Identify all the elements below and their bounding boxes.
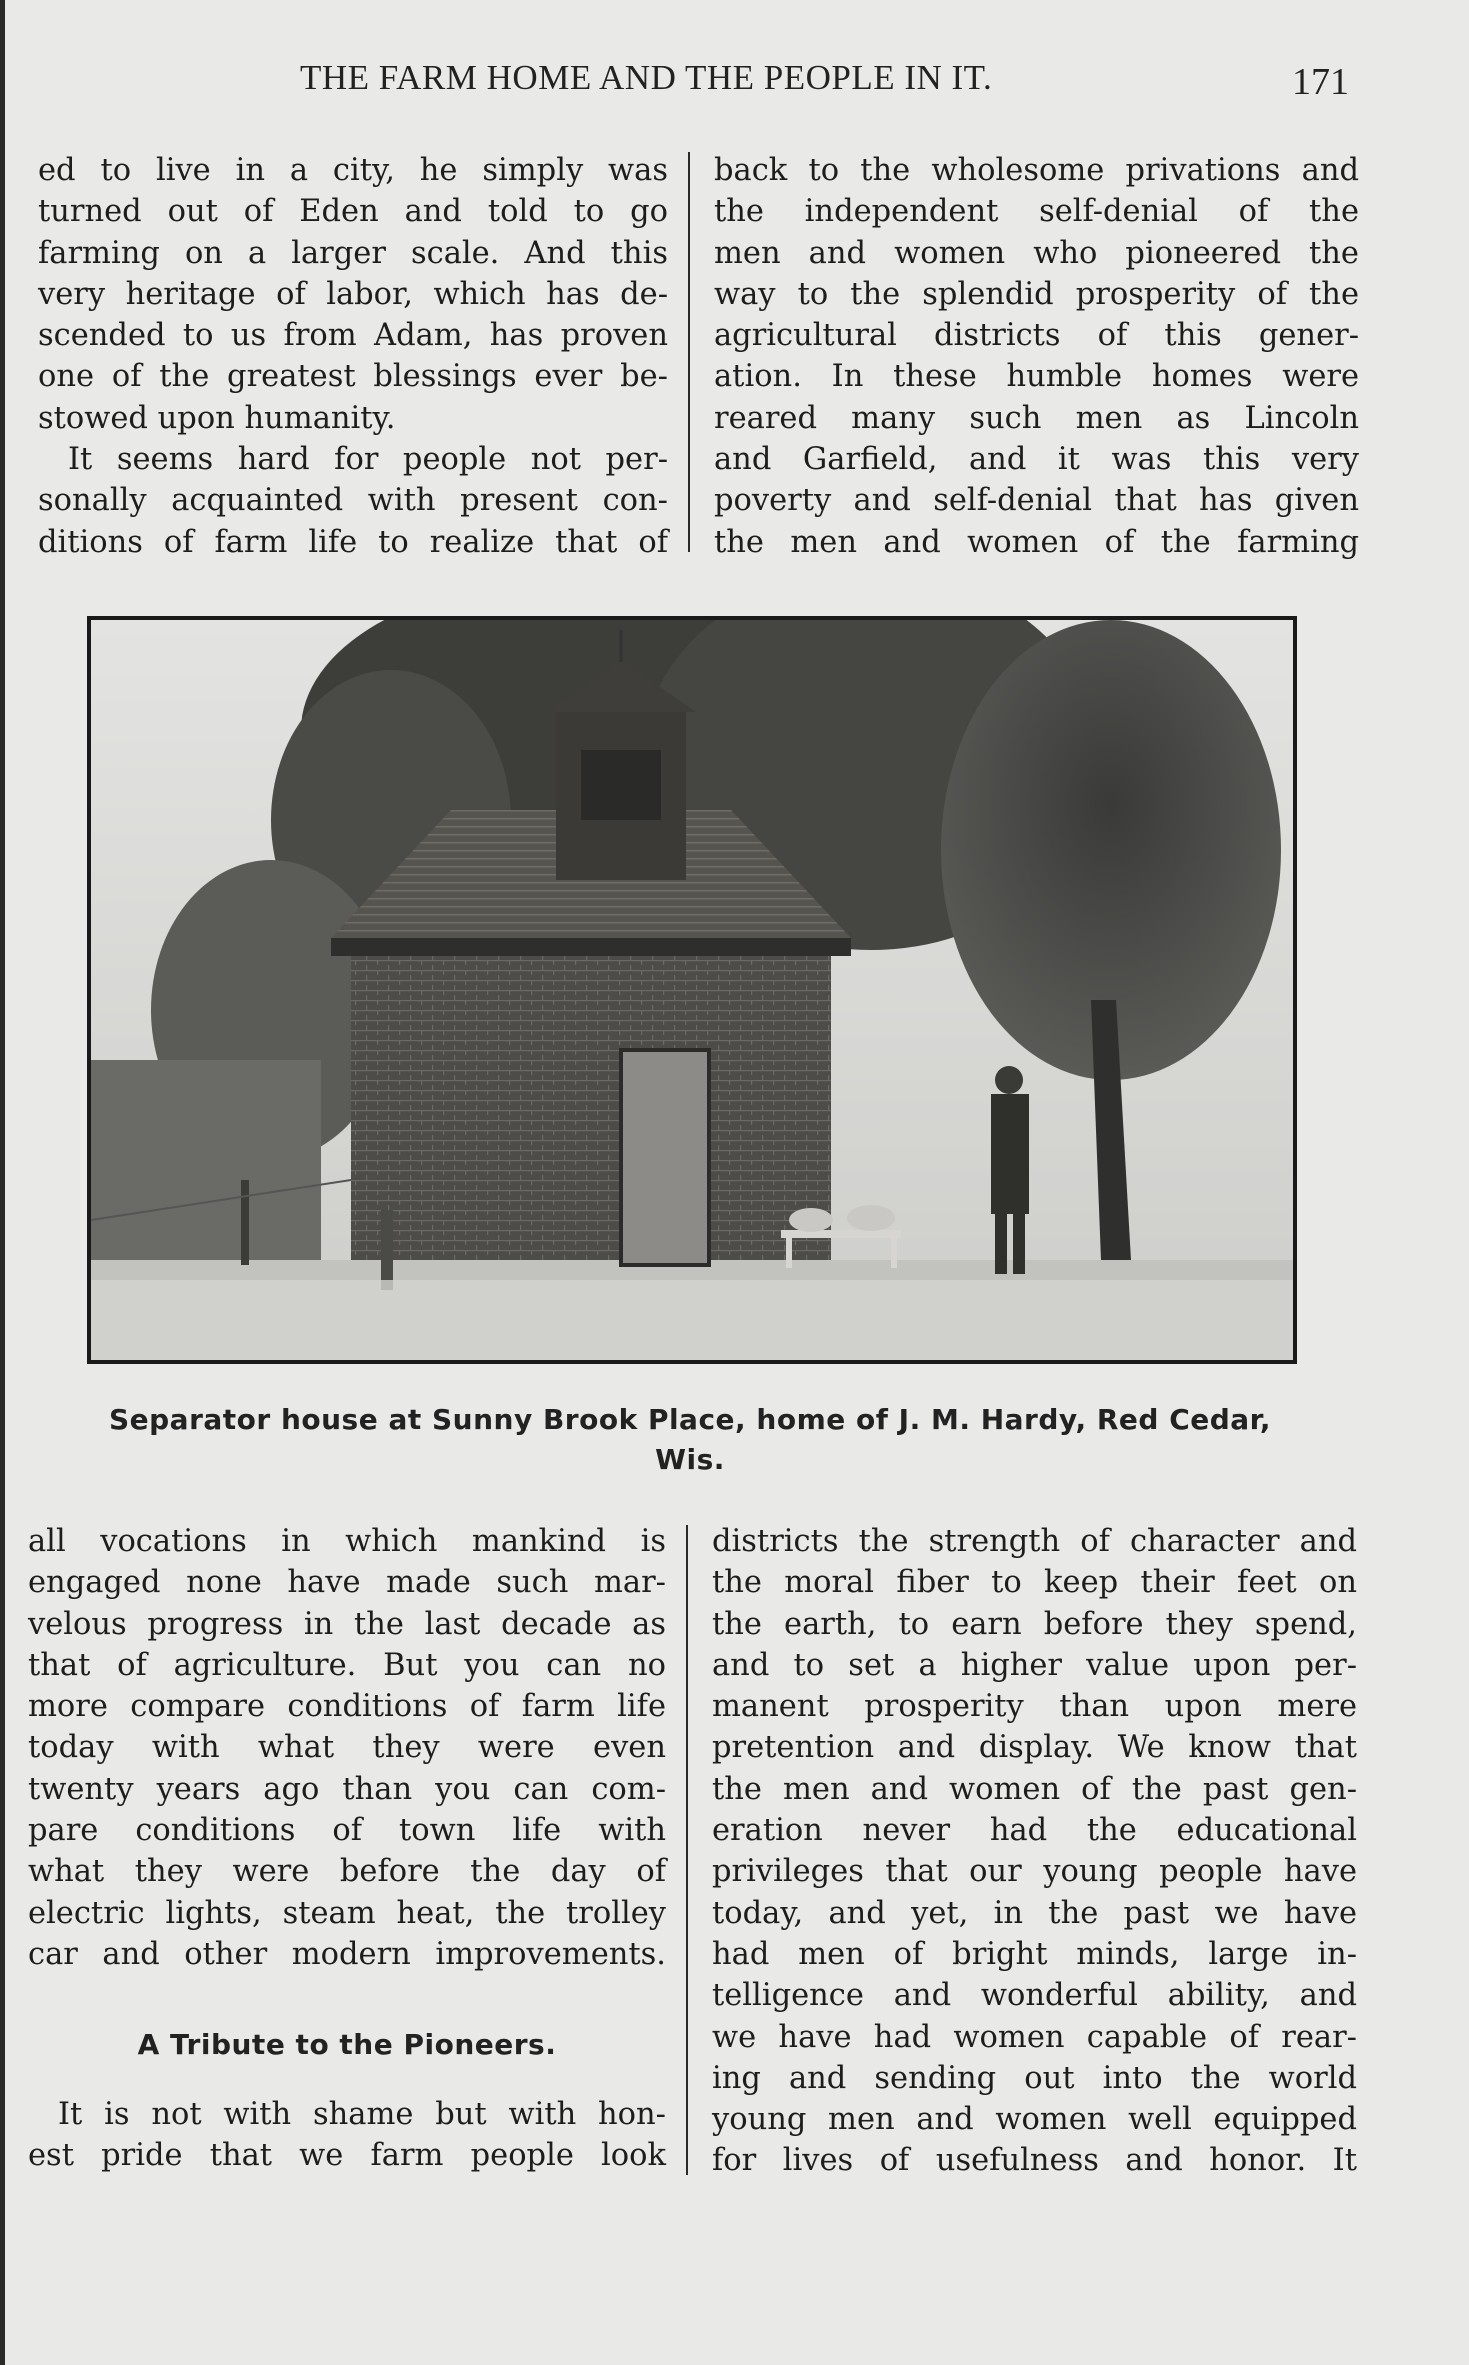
text-line: that of agriculture. But you can no xyxy=(28,1647,666,1683)
text-line: today, and yet, in the past we have xyxy=(712,1895,1357,1931)
text-line: scended to us from Adam, has proven xyxy=(38,318,668,354)
text-line: the independent self-denial of the xyxy=(714,194,1359,230)
text-line: way to the splendid prosperity of the xyxy=(714,276,1359,312)
text-line: one of the greatest blessings ever be- xyxy=(38,359,668,395)
text-line: ing and sending out into the world xyxy=(712,2060,1357,2096)
text-line: reared many such men as Lincoln xyxy=(714,400,1359,436)
text-line: agricultural districts of this gener- xyxy=(714,318,1359,354)
text-column-top-left xyxy=(38,150,668,563)
text-line: poverty and self-denial that has given xyxy=(714,483,1359,519)
text-column-bottom-left xyxy=(28,1521,666,1975)
column-rule-top xyxy=(688,152,690,552)
separator-house-photo xyxy=(91,620,1293,1360)
text-line: twenty years ago than you can com- xyxy=(28,1771,666,1807)
text-line: eration never had the educational xyxy=(712,1813,1357,1849)
text-line: est pride that we farm people look xyxy=(28,2138,666,2174)
text-line: pretention and display. We know that xyxy=(712,1730,1357,1766)
text-line: the men and women of the past gen- xyxy=(712,1771,1357,1807)
text-line: very heritage of labor, which has de- xyxy=(38,276,668,312)
text-line: ation. In these humble homes were xyxy=(714,359,1359,395)
text-line: we have had women capable of rear- xyxy=(712,2019,1357,2055)
text-line: for lives of usefulness and honor. It xyxy=(712,2143,1357,2179)
text-line: sonally acquainted with present con- xyxy=(38,483,668,519)
text-line: the men and women of the farming xyxy=(714,524,1359,560)
running-title: THE FARM HOME AND THE PEOPLE IN IT. xyxy=(300,58,993,97)
text-line: ditions of farm life to realize that of xyxy=(38,524,668,560)
text-column-bottom-right xyxy=(712,1521,1357,2182)
text-line: electric lights, steam heat, the trolley xyxy=(28,1895,666,1931)
text-line: and to set a higher value upon per- xyxy=(712,1647,1357,1683)
text-line: farming on a larger scale. And this xyxy=(38,235,668,271)
text-line: the moral fiber to keep their feet on xyxy=(712,1565,1357,1601)
text-line: and Garfield, and it was this very xyxy=(714,442,1359,478)
text-line: manent prosperity than upon mere xyxy=(712,1689,1357,1725)
text-line: ed to live in a city, he simply was xyxy=(38,153,668,188)
text-line: men and women who pioneered the xyxy=(714,235,1359,271)
text-column-bottom-left-continued xyxy=(28,2094,666,2177)
text-line: young men and women well equipped xyxy=(712,2102,1357,2138)
text-line: It is not with shame but with hon- xyxy=(58,2097,666,2132)
text-line: today with what they were even xyxy=(28,1730,666,1766)
text-line: had men of bright minds, large in- xyxy=(712,1936,1357,1972)
page-number: 171 xyxy=(1292,61,1349,103)
text-line: privileges that our young people have xyxy=(712,1854,1357,1890)
figure-caption: Separator house at Sunny Brook Place, home of J. M. Hardy, Red Cedar, Wis. xyxy=(108,1403,1272,1476)
text-line: back to the wholesome privations and xyxy=(714,153,1359,188)
text-line: telligence and wonderful ability, and xyxy=(712,1978,1357,2014)
text-column-top-right xyxy=(714,150,1359,563)
text-line: velous progress in the last decade as xyxy=(28,1606,666,1642)
text-line: turned out of Eden and told to go xyxy=(38,194,668,230)
text-line: all vocations in which mankind is xyxy=(28,1524,666,1559)
photograph xyxy=(87,616,1297,1364)
text-line: more compare conditions of farm life xyxy=(28,1689,666,1725)
section-heading: A Tribute to the Pioneers. xyxy=(137,2028,557,2061)
column-rule-bottom xyxy=(686,1525,688,2175)
page-edge xyxy=(0,0,5,2365)
text-line: car and other modern improvements. xyxy=(28,1936,666,1972)
text-line: districts the strength of character and xyxy=(712,1524,1357,1559)
text-line: It seems hard for people not per- xyxy=(68,442,668,478)
text-line: stowed upon humanity. xyxy=(38,400,396,436)
text-line: the earth, to earn before they spend, xyxy=(712,1606,1357,1642)
text-line: what they were before the day of xyxy=(28,1854,666,1890)
text-line: engaged none have made such mar- xyxy=(28,1565,666,1601)
text-line: pare conditions of town life with xyxy=(28,1813,666,1849)
